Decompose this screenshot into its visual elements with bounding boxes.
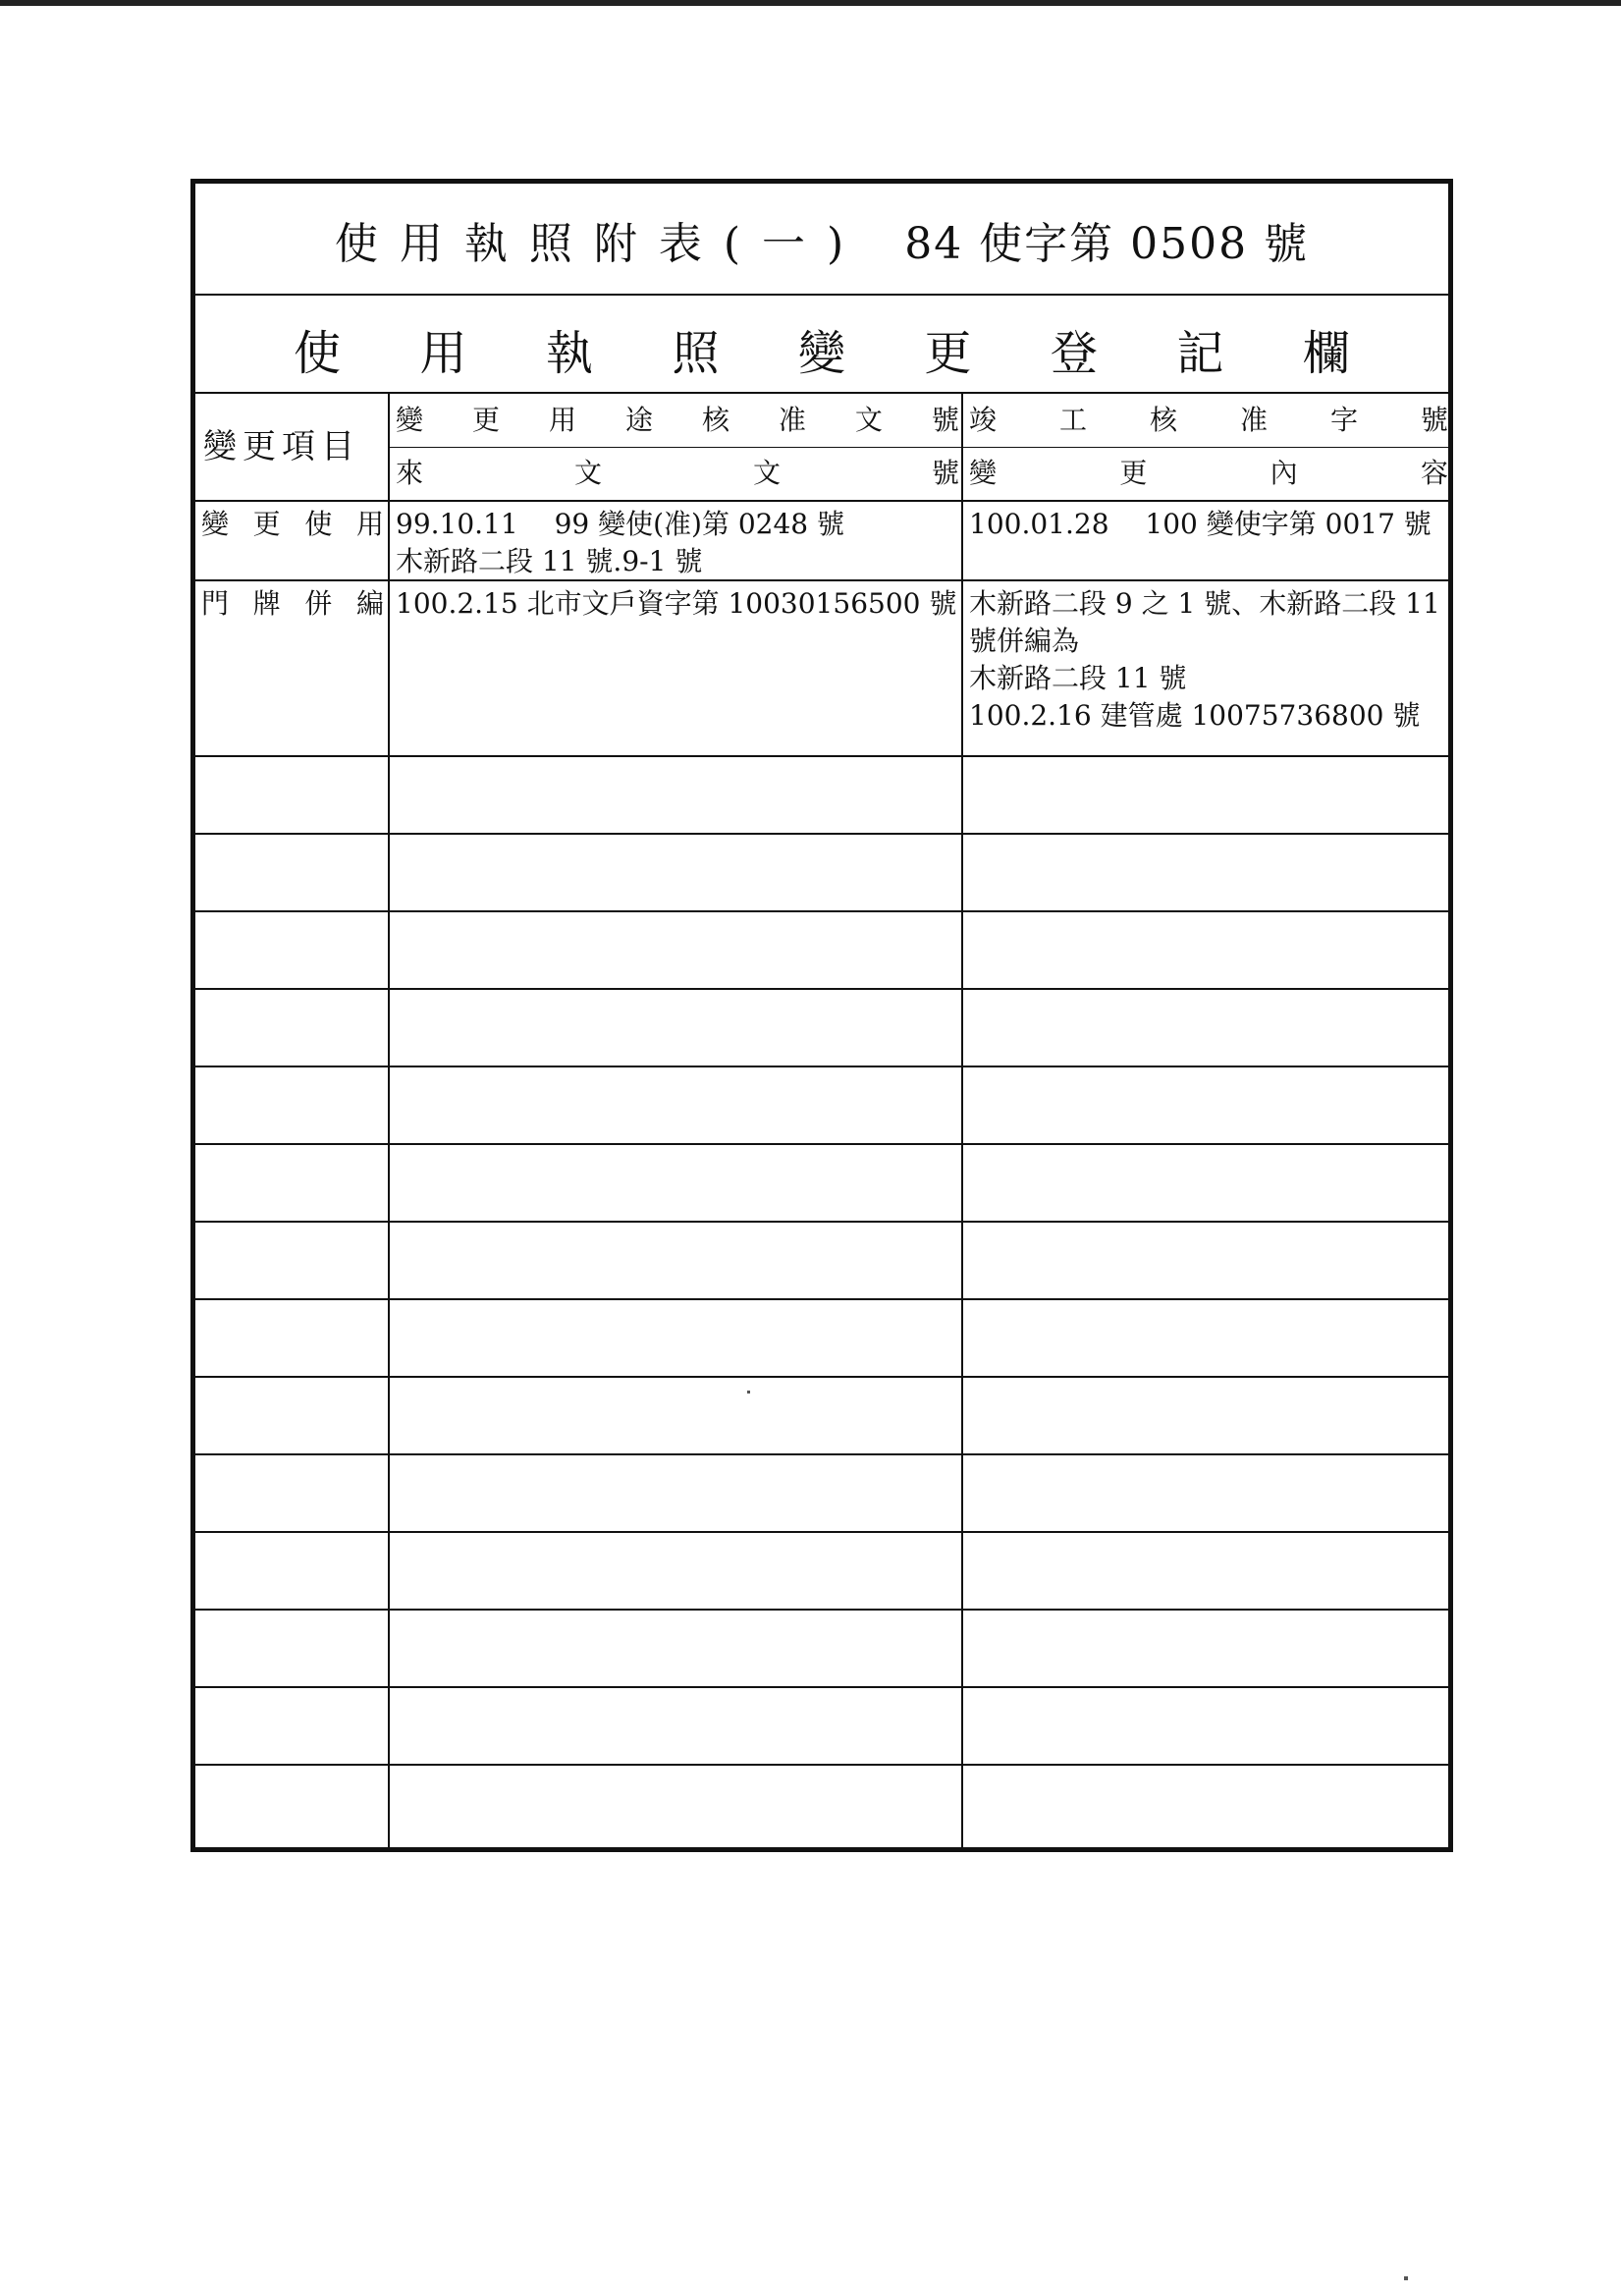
row-divider [195,833,1448,835]
license-attachment-table [190,179,1453,1852]
header-approval-number-char: 途 [624,404,653,436]
header-change-content [969,455,1448,494]
row-divider [195,1686,1448,1688]
header-approval-number-char: 用 [548,404,576,436]
row-item-type-char: 併 [304,587,333,620]
section-title-char: 執 [545,325,593,381]
scan-speck [747,1391,750,1394]
header-completion-number-char: 准 [1239,404,1268,436]
row-change-details [969,585,1450,735]
row-divider [195,1609,1448,1611]
section-title [294,300,1350,398]
row-item-type [201,506,384,545]
row-divider [195,1298,1448,1300]
header-change-content-char: 變 [969,457,998,489]
row-item-type-char: 變 [201,508,230,540]
row-item-type-char: 牌 [252,587,281,620]
section-title-char: 登 [1050,325,1098,381]
header-inner-divider [390,447,1448,448]
header-completion-number-char: 核 [1149,404,1177,436]
row-change-details-line: 100.01.28 100 變使字第 0017 號 [969,508,1432,540]
row-item-type-char: 門 [201,587,230,620]
section-title-char: 用 [419,325,467,381]
header-change-content-char: 更 [1119,457,1148,489]
title-left: 使用執照附表(一) [334,219,866,269]
row-divider [195,988,1448,990]
row-approval-document [396,585,959,623]
header-approval-number-char: 文 [854,404,883,436]
header-completion-number-char: 工 [1058,404,1087,436]
row-item-type-char: 使 [304,508,333,540]
header-approval-number-char: 准 [778,404,806,436]
row-divider [195,1453,1448,1455]
document-title [195,184,1448,296]
header-incoming-document-char: 文 [573,457,602,489]
row-item-type-char: 用 [355,508,384,540]
header-incoming-document-char: 來 [396,457,424,489]
row-change-details-line: 木新路二段 11 號 [969,662,1187,694]
row-divider [195,910,1448,912]
row-divider [195,1531,1448,1533]
row-divider [195,1143,1448,1145]
header-completion-number-char: 字 [1329,404,1358,436]
header-approval-number-char: 號 [931,404,959,436]
row-change-details-line: 木新路二段 9 之 1 號、木新路二段 11 [969,587,1440,620]
row-approval-document-line: 100.2.15 北市文戶資字第 10030156500 號 [396,587,957,620]
row-divider [195,1221,1448,1223]
header-approval-number-char: 更 [471,404,500,436]
title-license-number: 84 使字第 0508 號 [904,219,1310,269]
scan-top-edge [0,0,1621,6]
row-approval-document-line: 99.10.11 99 變使(准)第 0248 號 [396,508,845,540]
row-approval-document [396,506,959,580]
header-change-content-char: 內 [1270,457,1298,489]
scan-speck [1404,2276,1408,2280]
row-change-details-line: 號併編為 [969,625,1080,657]
header-incoming-document-char: 文 [752,457,781,489]
row-divider [195,1066,1448,1067]
row-item-type-char: 編 [355,587,384,620]
section-title-char: 欄 [1302,325,1350,381]
title-divider [195,294,1448,296]
row-approval-document-line: 木新路二段 11 號.9-1 號 [396,545,703,577]
header-completion-number-char: 竣 [969,404,998,436]
header-item-label: 變更項目 [203,427,360,466]
row-divider [195,1764,1448,1766]
row-change-details [969,506,1450,543]
header-approval-number [396,402,959,441]
row-item-type [201,585,384,625]
row-item-type-char: 更 [252,508,281,540]
header-change-content-char: 容 [1420,457,1448,489]
section-title-char: 變 [797,325,845,381]
section-title-char: 照 [672,325,720,381]
row-divider [195,579,1448,581]
section-title-char: 記 [1176,325,1224,381]
section-title-char: 更 [924,325,972,381]
row-change-details-line: 100.2.16 建管處 10075736800 號 [969,699,1421,732]
header-completion-number-char: 號 [1420,404,1448,436]
header-completion-number [969,402,1448,441]
row-divider [195,755,1448,757]
header-approval-number-char: 變 [396,404,424,436]
header-bottom-divider [195,500,1448,502]
header-incoming-document [396,455,959,494]
section-title-char: 使 [294,325,342,381]
header-approval-number-char: 核 [701,404,729,436]
row-divider [195,1376,1448,1378]
column-divider-2 [961,394,963,1847]
header-incoming-document-char: 號 [931,457,959,489]
column-divider-1 [388,394,390,1847]
